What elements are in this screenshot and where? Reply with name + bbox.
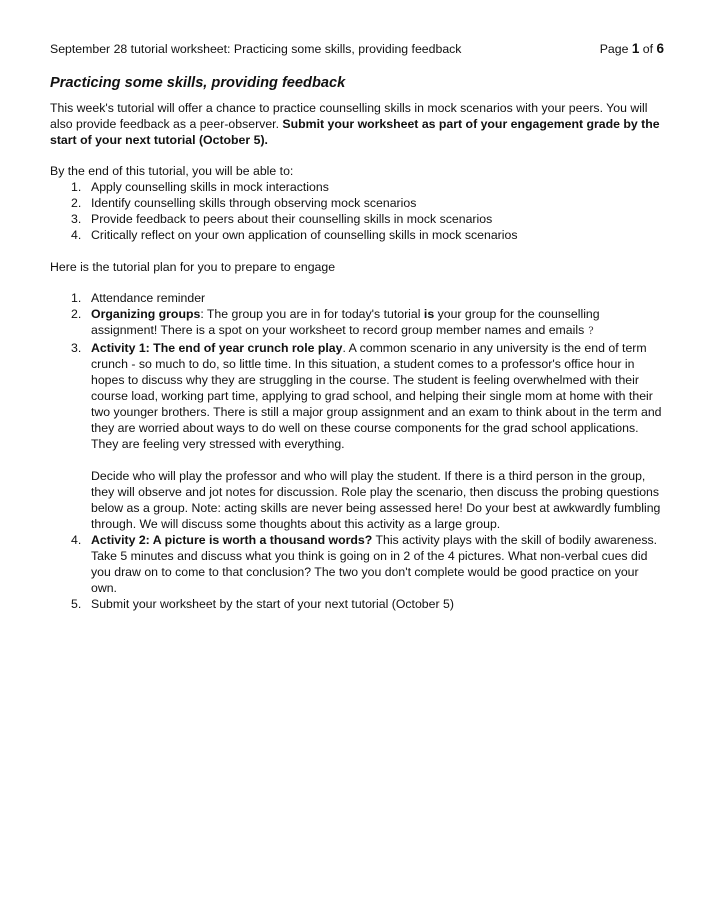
plan-item-activity-1: [50, 340, 664, 532]
list-item-text: This activity plays with the skill of bodily awareness. Take 5 minutes and discuss what you think is going on in 2 of the 4 pictures. What non-verbal cues did you draw on to come to that conclusion? The two you don't complete would be good practice on your own.: [91, 533, 658, 595]
page-title: Practicing some skills, providing feedback: [50, 75, 346, 91]
plan-item-submit: [50, 596, 664, 612]
page-label: Page: [599, 42, 629, 56]
list-item-text: Identify counselling skills through observing mock scenarios: [91, 196, 417, 210]
list-item: [50, 195, 664, 211]
list-item-number: 1.: [71, 180, 82, 194]
objectives-list: [50, 179, 664, 243]
plan-item-groups: [50, 306, 664, 340]
list-item-number: 3.: [71, 212, 82, 226]
page-header: [50, 41, 664, 57]
list-item: [50, 227, 664, 243]
list-item-text: Attendance reminder: [91, 291, 206, 305]
list-item-number: 5.: [71, 597, 82, 611]
plan-item-activity-2: [50, 532, 664, 596]
plan-item-attendance: [50, 290, 664, 306]
intro-bold: Submit your worksheet as part of your engagement grade by the start of your next tutorial (October 5).: [50, 117, 660, 147]
intro-text: This week's tutorial will offer a chance to practice counselling skills in mock scenarios with your peers. You will also provide feedback as a peer-observer.: [50, 101, 648, 131]
list-item-text: Critically reflect on your own application of counselling skills in mock scenarios: [91, 228, 518, 242]
list-item-number: 4.: [71, 533, 82, 547]
objectives-lead: By the end of this tutorial, you will be able to:: [50, 164, 294, 178]
list-item-heading: Organizing groups: [91, 307, 201, 321]
list-item-text: Provide feedback to peers about their counselling skills in mock scenarios: [91, 212, 493, 226]
page-of: of: [642, 42, 654, 56]
plan-list: [50, 290, 664, 612]
page-number: [600, 41, 664, 57]
list-item-heading: Activity 2: A picture is worth a thousand words?: [91, 533, 373, 547]
list-item: [50, 211, 664, 227]
list-item-number: 1.: [71, 291, 82, 305]
list-item-text: : The group you are in for today's tutorial: [200, 307, 424, 321]
list-item-number: 4.: [71, 228, 82, 242]
intro-paragraph: [50, 100, 664, 148]
plan-lead: Here is the tutorial plan for you to prepare to engage: [50, 260, 336, 274]
page-current: 1: [631, 41, 640, 56]
header-doc-title: September 28 tutorial worksheet: Practicing some skills, providing feedback: [50, 42, 462, 56]
list-item: [50, 179, 664, 195]
missing-glyph-icon: ?: [588, 326, 594, 337]
list-item-paragraph: Decide who will play the professor and who will play the student. If there is a third person in the group, they will observe and jot notes for discussion. Role play the scenario, then discuss the probing questions below as a group. Note: acting skills are never being assessed here! Do your best at awkwardly fumbling through. We will discuss some thoughts about this activity as a large group.: [91, 469, 661, 531]
list-item-text: Submit your worksheet by the start of your next tutorial (October 5): [91, 597, 454, 611]
list-item-number: 3.: [71, 341, 82, 355]
list-item-number: 2.: [71, 307, 82, 321]
list-item-text: your group for the counselling assignment! There is a spot on your worksheet to record group member names and emails: [91, 307, 600, 337]
page-total: 6: [656, 41, 664, 56]
list-item-text: . A common scenario in any university is the end of term crunch - so much to do, so little time. In this situation, a student comes to a professor's office hour in hopes to discuss why they are struggling in the course. The student is feeling overwhelmed with their course load, working part time, applying to grad school, and helping their single mom at home with their two younger brothers. There is still a major group assignment and an exam to think about in the term and they are worried about ways to do well on these course components for the grad school applications. They are feeling very stressed with everything.: [91, 341, 662, 451]
list-item-number: 2.: [71, 196, 82, 210]
list-item-emphasis: is: [423, 307, 435, 321]
list-item-text: Apply counselling skills in mock interactions: [91, 180, 329, 194]
list-item-heading: Activity 1: The end of year crunch role play: [91, 341, 343, 355]
